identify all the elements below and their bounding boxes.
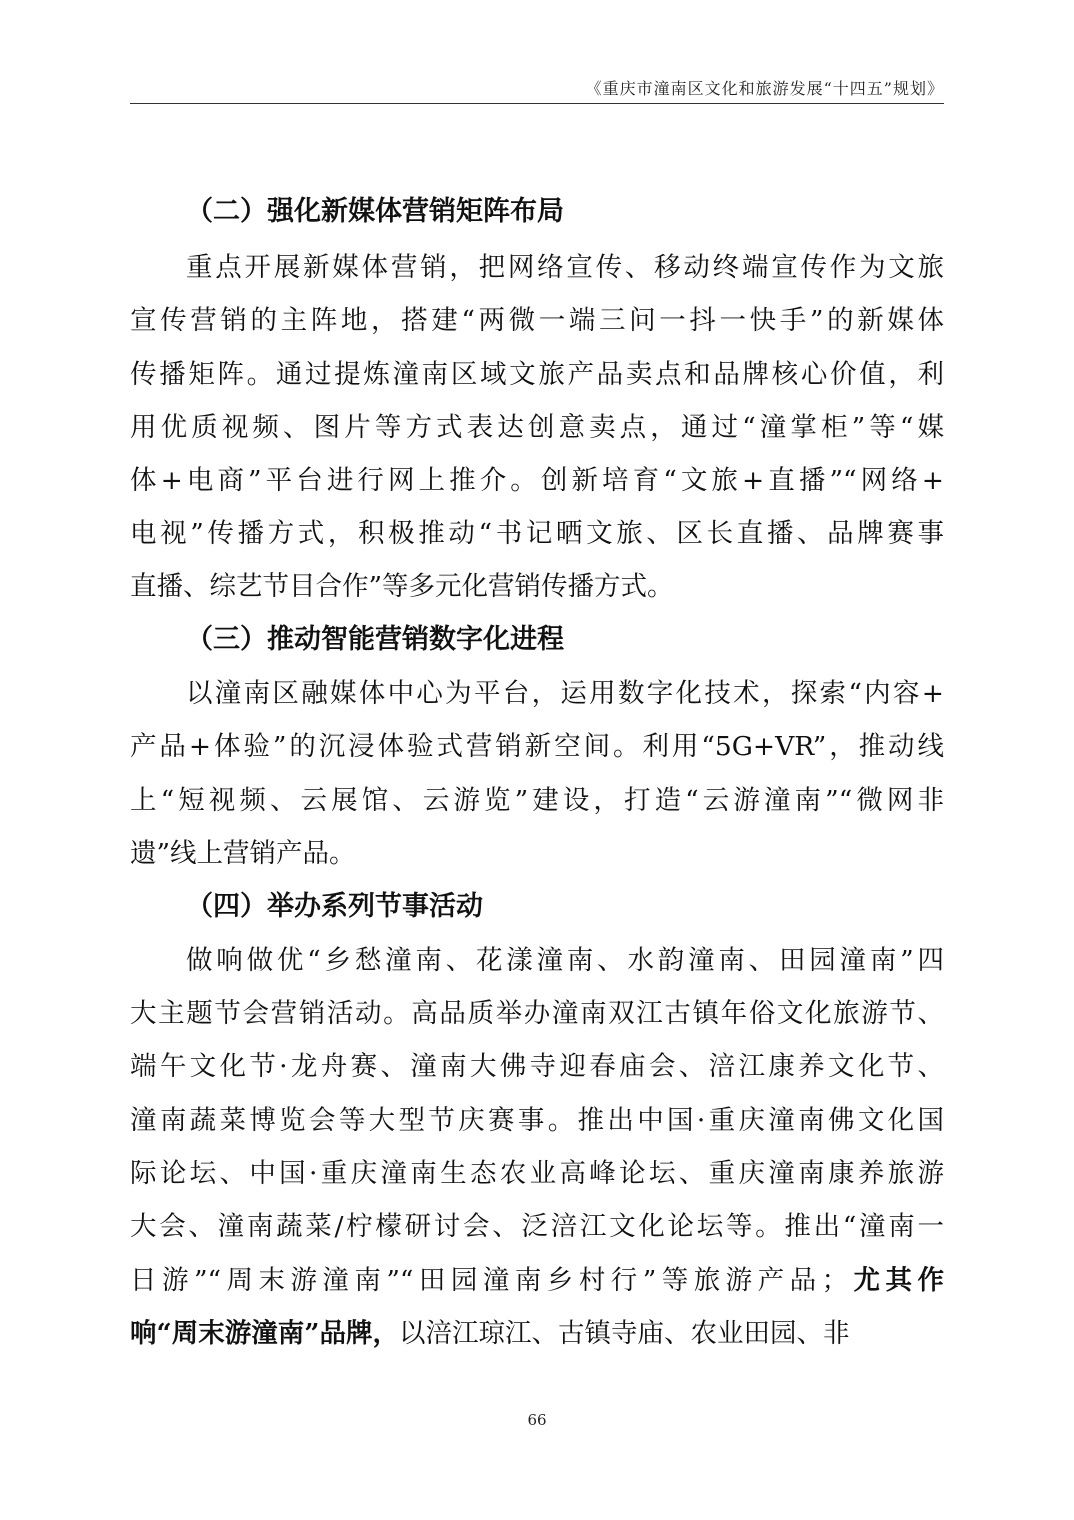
- body-line: 端午文化节·龙舟赛、潼南大佛寺迎春庙会、涪江康养文化节、: [130, 1051, 944, 1082]
- body-line: 潼南蔬菜博览会等大型节庆赛事。推出中国·重庆潼南佛文化国: [130, 1105, 944, 1136]
- body-line: [130, 1257, 944, 1305]
- emphasis-text: 响“周末游潼南”品牌，: [130, 1318, 399, 1349]
- body-line: 做响做优“乡愁潼南、花漾潼南、水韵潼南、田园潼南”四: [186, 945, 944, 976]
- body-line: 宣传营销的主阵地，搭建“两微一端三问一抖一快手”的新媒体: [130, 305, 944, 336]
- body-line: 用优质视频、图片等方式表达创意卖点，通过“潼掌柜”等“媒: [130, 412, 944, 443]
- page-number: 66: [527, 1411, 547, 1429]
- body-line: 传播矩阵。通过提炼潼南区域文旅产品卖点和品牌核心价值，利: [130, 359, 944, 390]
- body-line: [130, 1310, 944, 1358]
- body-line: 直播、综艺节目合作”等多元化营销传播方式。: [130, 571, 674, 602]
- body-line: 际论坛、中国·重庆潼南生态农业高峰论坛、重庆潼南康养旅游: [130, 1158, 944, 1189]
- body-line: 大主题节会营销活动。高品质举办潼南双江古镇年俗文化旅游节、: [130, 998, 944, 1029]
- header-divider: [130, 103, 944, 104]
- section-heading-2: （二）强化新媒体营销矩阵布局: [186, 196, 564, 227]
- body-line: 遗”线上营销产品。: [130, 838, 356, 869]
- body-line: 重点开展新媒体营销，把网络宣传、移动终端宣传作为文旅: [186, 252, 944, 283]
- body-line: 体+电商”平台进行网上推介。创新培育“文旅+直播”“网络+: [130, 465, 944, 496]
- running-header: 《重庆市潼南区文化和旅游发展“十四五”规划》: [585, 79, 944, 98]
- body-line: 大会、潼南蔬菜/柠檬研讨会、泛涪江文化论坛等。推出“潼南一: [130, 1211, 944, 1242]
- body-line-text: 以涪江琼江、古镇寺庙、农业田园、非: [399, 1318, 850, 1349]
- emphasis-text: 尤其作: [848, 1265, 944, 1296]
- body-line: 电视”传播方式，积极推动“书记晒文旅、区长直播、品牌赛事: [130, 518, 944, 549]
- body-line: 以潼南区融媒体中心为平台，运用数字化技术，探索“内容+: [186, 678, 944, 709]
- section-heading-3: （三）推动智能营销数字化进程: [186, 624, 564, 655]
- body-line: 产品+体验”的沉浸体验式营销新空间。利用“5G+VR”，推动线: [130, 731, 944, 762]
- body-line-text: 日游”“周末游潼南”“田园潼南乡村行”等旅游产品；: [130, 1265, 849, 1296]
- section-heading-4: （四）举办系列节事活动: [186, 891, 483, 922]
- body-line: 上“短视频、云展馆、云游览”建设，打造“云游潼南”“微网非: [130, 785, 944, 816]
